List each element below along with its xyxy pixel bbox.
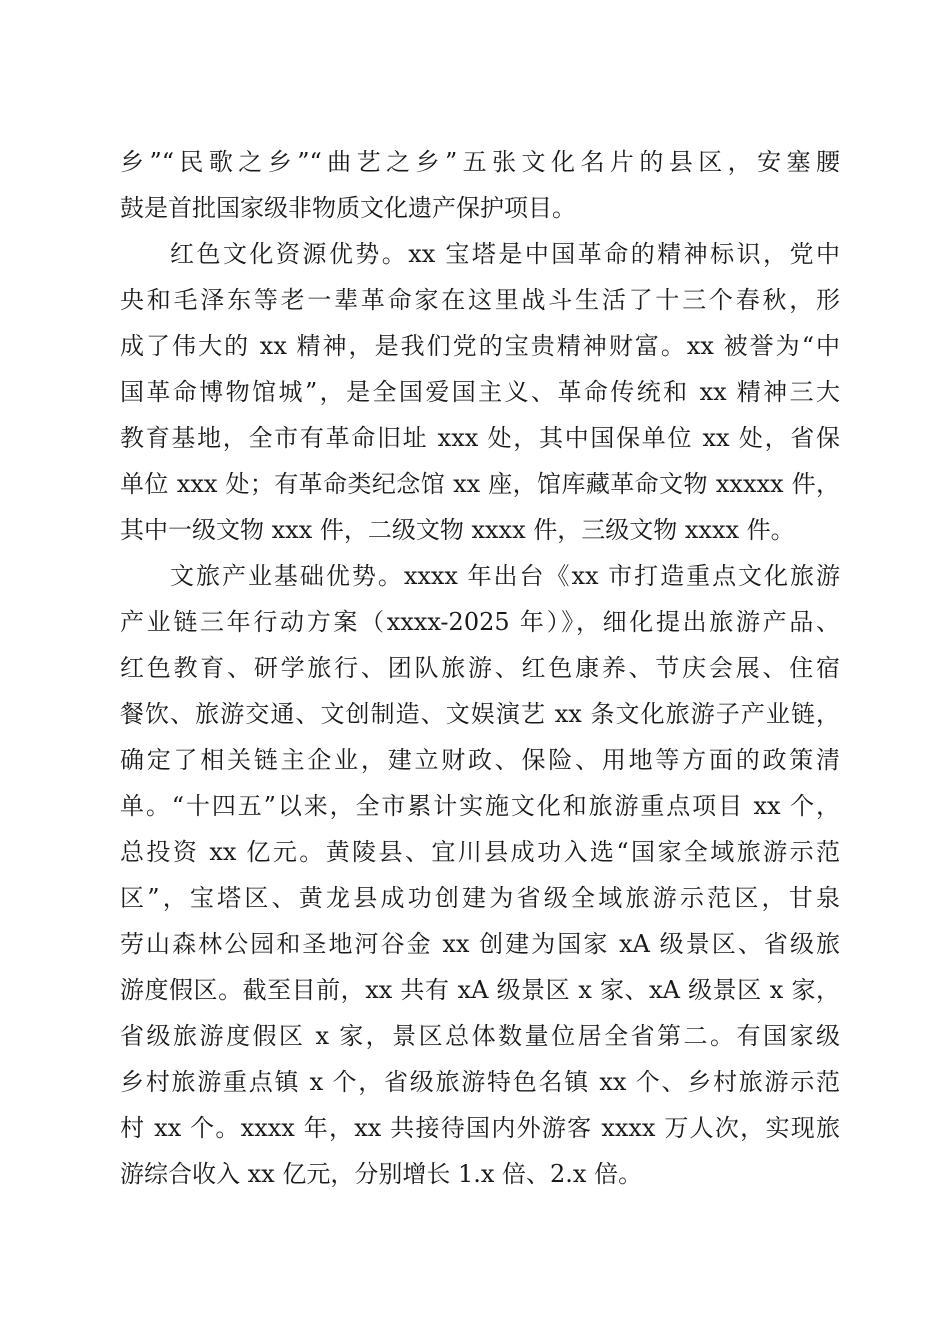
paragraph-2-line-6: 单位 xxx 处；有革命类纪念馆 xx 座，馆库藏革命文物 xxxxx 件，	[120, 470, 840, 498]
paragraph-3-line-1: 文旅产业基础优势。xxxx 年出台《xx 市打造重点文化旅游	[170, 562, 840, 590]
paragraph-3-line-13: 村 xx 个。xxxx 年，xx 共接待国内外游客 xxxx 万人次，实现旅	[120, 1114, 840, 1142]
paragraph-3-line-5: 确定了相关链主企业，建立财政、保险、用地等方面的政策清	[120, 746, 840, 774]
paragraph-3-line-7: 总投资 xx 亿元。黄陵县、宜川县成功入选“国家全域旅游示范	[120, 838, 840, 866]
paragraph-3-line-10: 游度假区。截至目前，xx 共有 xA 级景区 x 家、xA 级景区 x 家，	[120, 976, 840, 1004]
paragraph-2-line-2: 央和毛泽东等老一辈革命家在这里战斗生活了十三个春秋，形	[120, 286, 840, 314]
paragraph-3-line-8: 区”，宝塔区、黄龙县成功创建为省级全域旅游示范区，甘泉	[120, 884, 840, 912]
paragraph-1-line-1: 乡”“民歌之乡”“曲艺之乡”五张文化名片的县区，安塞腰	[120, 148, 840, 176]
paragraph-2-line-5: 教育基地，全市有革命旧址 xxx 处，其中国保单位 xx 处，省保	[120, 424, 840, 452]
paragraph-3-line-4: 餐饮、旅游交通、文创制造、文娱演艺 xx 条文化旅游子产业链，	[120, 700, 840, 728]
paragraph-3-line-9: 劳山森林公园和圣地河谷金 xx 创建为国家 xA 级景区、省级旅	[120, 930, 840, 958]
paragraph-3-line-14: 游综合收入 xx 亿元，分别增长 1.x 倍、2.x 倍。	[120, 1160, 643, 1188]
paragraph-2-line-4: 国革命博物馆城”，是全国爱国主义、革命传统和 xx 精神三大	[120, 378, 840, 406]
paragraph-1-line-2: 鼓是首批国家级非物质文化遗产保护项目。	[120, 194, 576, 222]
paragraph-2-line-3: 成了伟大的 xx 精神，是我们党的宝贵精神财富。xx 被誉为“中	[120, 332, 840, 360]
paragraph-2-line-1: 红色文化资源优势。xx 宝塔是中国革命的精神标识，党中	[170, 240, 840, 268]
paragraph-3-line-6: 单。“十四五”以来，全市累计实施文化和旅游重点项目 xx 个，	[120, 792, 840, 820]
paragraph-3-line-11: 省级旅游度假区 x 家，景区总体数量位居全省第二。有国家级	[120, 1022, 840, 1050]
paragraph-3-line-12: 乡村旅游重点镇 x 个，省级旅游特色名镇 xx 个、乡村旅游示范	[120, 1068, 840, 1096]
paragraph-3-line-3: 红色教育、研学旅行、团队旅游、红色康养、节庆会展、住宿	[120, 654, 840, 682]
paragraph-3-line-2: 产业链三年行动方案（xxxx-2025 年）》，细化提出旅游产品、	[120, 608, 840, 636]
paragraph-2-line-7: 其中一级文物 xxx 件，二级文物 xxxx 件，三级文物 xxxx 件。	[120, 516, 795, 544]
